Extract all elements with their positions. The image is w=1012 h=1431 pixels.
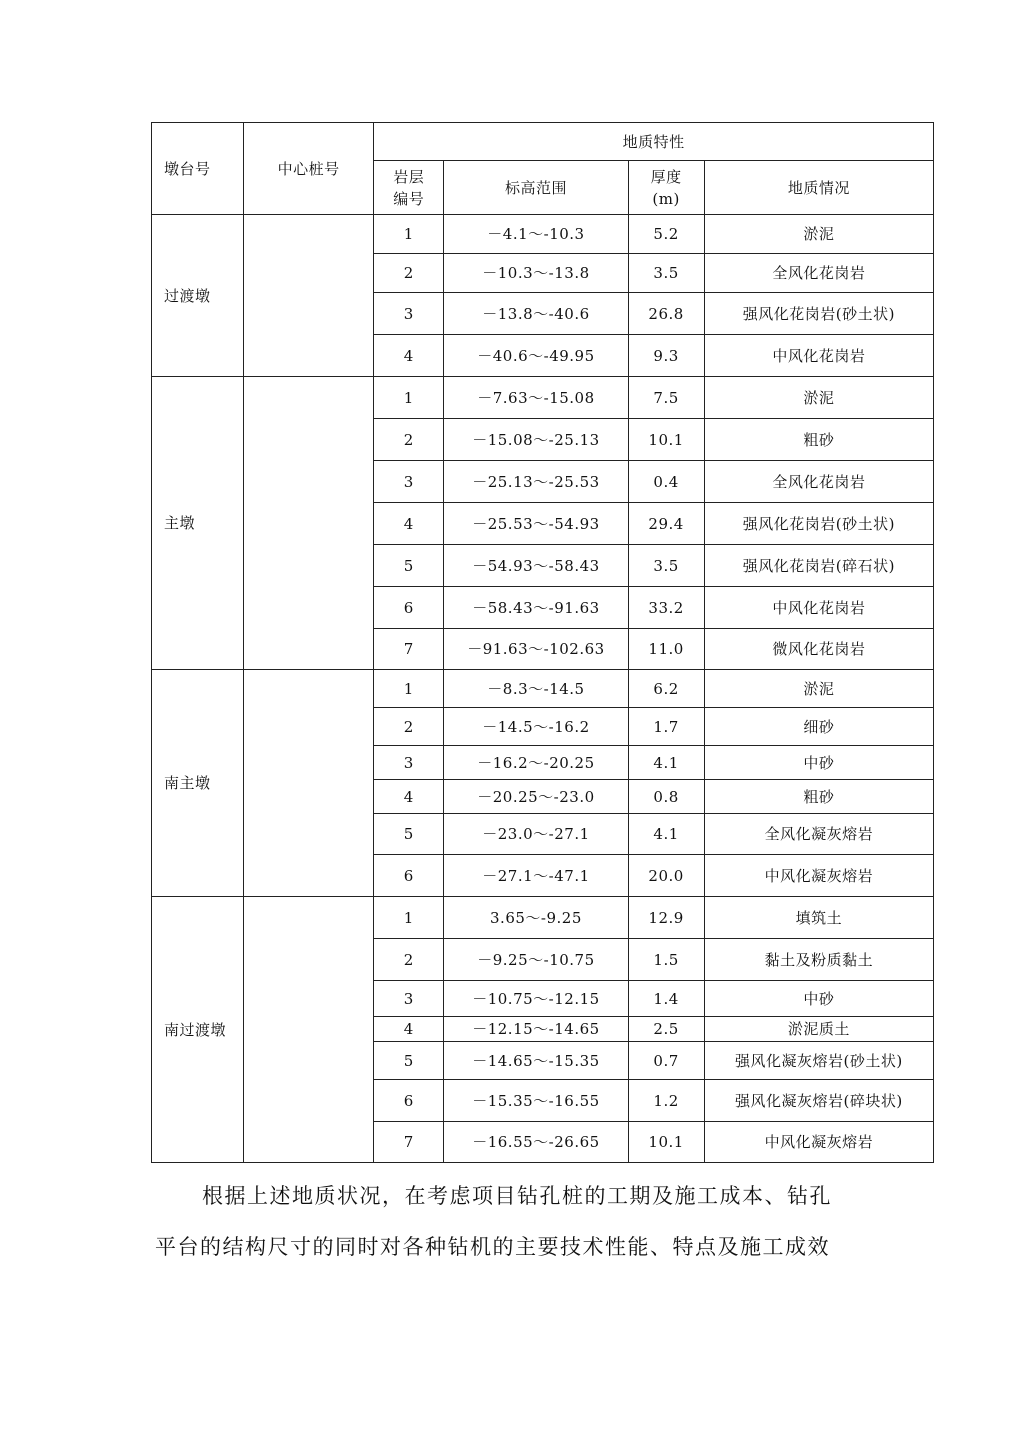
geology-cell: 黏土及粉质黏土	[704, 939, 933, 981]
layer-no-cell: 5	[374, 814, 444, 855]
geology-cell: 淤泥	[704, 670, 933, 708]
layer-no-cell: 1	[374, 377, 444, 419]
header-elevation-range: 标高范围	[444, 161, 628, 215]
layer-no-cell: 4	[374, 780, 444, 814]
header-geo-properties: 地质特性	[374, 123, 934, 161]
geology-cell: 强风化花岗岩(砂土状)	[704, 503, 933, 545]
geology-cell: 细砂	[704, 708, 933, 746]
elevation-range-cell: －54.93～-58.43	[444, 545, 628, 587]
geology-cell: 强风化花岗岩(砂土状)	[704, 293, 933, 335]
layer-no-cell: 1	[374, 670, 444, 708]
thickness-cell: 4.1	[628, 814, 704, 855]
layer-no-cell: 2	[374, 419, 444, 461]
thickness-cell: 11.0	[628, 629, 704, 670]
thickness-cell: 12.9	[628, 897, 704, 939]
layer-no-cell: 2	[374, 254, 444, 293]
thickness-cell: 0.8	[628, 780, 704, 814]
layer-no-cell: 2	[374, 708, 444, 746]
layer-no-cell: 6	[374, 855, 444, 897]
layer-no-cell: 3	[374, 746, 444, 780]
geology-cell: 微风化花岗岩	[704, 629, 933, 670]
layer-no-cell: 5	[374, 545, 444, 587]
elevation-range-cell: 3.65～-9.25	[444, 897, 628, 939]
thickness-cell: 0.4	[628, 461, 704, 503]
elevation-range-cell: －10.75～-12.15	[444, 981, 628, 1017]
geology-cell: 中风化花岗岩	[704, 335, 933, 377]
thickness-cell: 1.5	[628, 939, 704, 981]
elevation-range-cell: －23.0～-27.1	[444, 814, 628, 855]
table-body	[152, 215, 934, 1163]
elevation-range-cell: －8.3～-14.5	[444, 670, 628, 708]
table-row	[152, 670, 934, 708]
geology-cell: 填筑土	[704, 897, 933, 939]
layer-no-cell: 6	[374, 587, 444, 629]
layer-no-cell: 3	[374, 981, 444, 1017]
elevation-range-cell: －25.53～-54.93	[444, 503, 628, 545]
thickness-cell: 3.5	[628, 545, 704, 587]
layer-no-cell: 7	[374, 629, 444, 670]
geology-cell: 中风化花岗岩	[704, 587, 933, 629]
geology-table	[151, 122, 934, 1163]
thickness-cell: 20.0	[628, 855, 704, 897]
geology-cell: 强风化花岗岩(碎石状)	[704, 545, 933, 587]
geology-cell: 全风化花岗岩	[704, 254, 933, 293]
thickness-cell: 4.1	[628, 746, 704, 780]
elevation-range-cell: －15.08～-25.13	[444, 419, 628, 461]
thickness-cell: 10.1	[628, 1122, 704, 1163]
pier-name-cell: 主墩	[152, 377, 244, 670]
center-pile-cell	[244, 377, 374, 670]
thickness-cell: 6.2	[628, 670, 704, 708]
elevation-range-cell: －20.25～-23.0	[444, 780, 628, 814]
elevation-range-cell: －27.1～-47.1	[444, 855, 628, 897]
table-row	[152, 215, 934, 254]
geology-cell: 全风化花岗岩	[704, 461, 933, 503]
geology-cell: 中砂	[704, 981, 933, 1017]
layer-no-cell: 5	[374, 1042, 444, 1080]
elevation-range-cell: －25.13～-25.53	[444, 461, 628, 503]
thickness-cell: 1.2	[628, 1080, 704, 1122]
layer-no-cell: 4	[374, 503, 444, 545]
body-paragraph-line-2: 平台的结构尺寸的同时对各种钻机的主要技术性能、特点及施工成效	[155, 1235, 830, 1259]
thickness-cell: 29.4	[628, 503, 704, 545]
center-pile-cell	[244, 215, 374, 377]
elevation-range-cell: －14.5～-16.2	[444, 708, 628, 746]
elevation-range-cell: －12.15～-14.65	[444, 1017, 628, 1042]
pier-name-cell: 过渡墩	[152, 215, 244, 377]
table-row	[152, 897, 934, 939]
geology-cell: 淤泥	[704, 377, 933, 419]
thickness-cell: 7.5	[628, 377, 704, 419]
thickness-cell: 26.8	[628, 293, 704, 335]
thickness-cell: 1.4	[628, 981, 704, 1017]
elevation-range-cell: －58.43～-91.63	[444, 587, 628, 629]
body-paragraph-line-1: 根据上述地质状况，在考虑项目钻孔桩的工期及施工成本、钻孔	[202, 1184, 832, 1208]
elevation-range-cell: －14.65～-15.35	[444, 1042, 628, 1080]
pier-name-cell: 南过渡墩	[152, 897, 244, 1163]
geology-cell: 中风化凝灰熔岩	[704, 855, 933, 897]
geology-cell: 淤泥	[704, 215, 933, 254]
thickness-cell: 2.5	[628, 1017, 704, 1042]
thickness-cell: 9.3	[628, 335, 704, 377]
geology-cell: 全风化凝灰熔岩	[704, 814, 933, 855]
layer-no-cell: 3	[374, 293, 444, 335]
elevation-range-cell: －16.2～-20.25	[444, 746, 628, 780]
header-center-pile: 中心桩号	[244, 123, 374, 215]
geology-cell: 粗砂	[704, 780, 933, 814]
elevation-range-cell: －16.55～-26.65	[444, 1122, 628, 1163]
elevation-range-cell: －13.8～-40.6	[444, 293, 628, 335]
layer-no-cell: 4	[374, 1017, 444, 1042]
geology-cell: 强风化凝灰熔岩(砂土状)	[704, 1042, 933, 1080]
elevation-range-cell: －9.25～-10.75	[444, 939, 628, 981]
thickness-cell: 33.2	[628, 587, 704, 629]
geology-cell: 中风化凝灰熔岩	[704, 1122, 933, 1163]
header-layer-no: 岩层 编号	[374, 161, 444, 215]
geology-cell: 强风化凝灰熔岩(碎块状)	[704, 1080, 933, 1122]
elevation-range-cell: －4.1～-10.3	[444, 215, 628, 254]
table-row	[152, 377, 934, 419]
geology-cell: 粗砂	[704, 419, 933, 461]
center-pile-cell	[244, 897, 374, 1163]
thickness-cell: 0.7	[628, 1042, 704, 1080]
elevation-range-cell: －15.35～-16.55	[444, 1080, 628, 1122]
thickness-cell: 3.5	[628, 254, 704, 293]
header-pier: 墩台号	[152, 123, 244, 215]
elevation-range-cell: －40.6～-49.95	[444, 335, 628, 377]
elevation-range-cell: －7.63～-15.08	[444, 377, 628, 419]
layer-no-cell: 2	[374, 939, 444, 981]
center-pile-cell	[244, 670, 374, 897]
elevation-range-cell: －10.3～-13.8	[444, 254, 628, 293]
elevation-range-cell: －91.63～-102.63	[444, 629, 628, 670]
thickness-cell: 5.2	[628, 215, 704, 254]
header-thickness: 厚度 (m)	[628, 161, 704, 215]
layer-no-cell: 6	[374, 1080, 444, 1122]
layer-no-cell: 1	[374, 215, 444, 254]
header-geology: 地质情况	[704, 161, 933, 215]
layer-no-cell: 1	[374, 897, 444, 939]
geology-cell: 淤泥质土	[704, 1017, 933, 1042]
pier-name-cell: 南主墩	[152, 670, 244, 897]
thickness-cell: 1.7	[628, 708, 704, 746]
layer-no-cell: 3	[374, 461, 444, 503]
layer-no-cell: 7	[374, 1122, 444, 1163]
geology-cell: 中砂	[704, 746, 933, 780]
layer-no-cell: 4	[374, 335, 444, 377]
thickness-cell: 10.1	[628, 419, 704, 461]
